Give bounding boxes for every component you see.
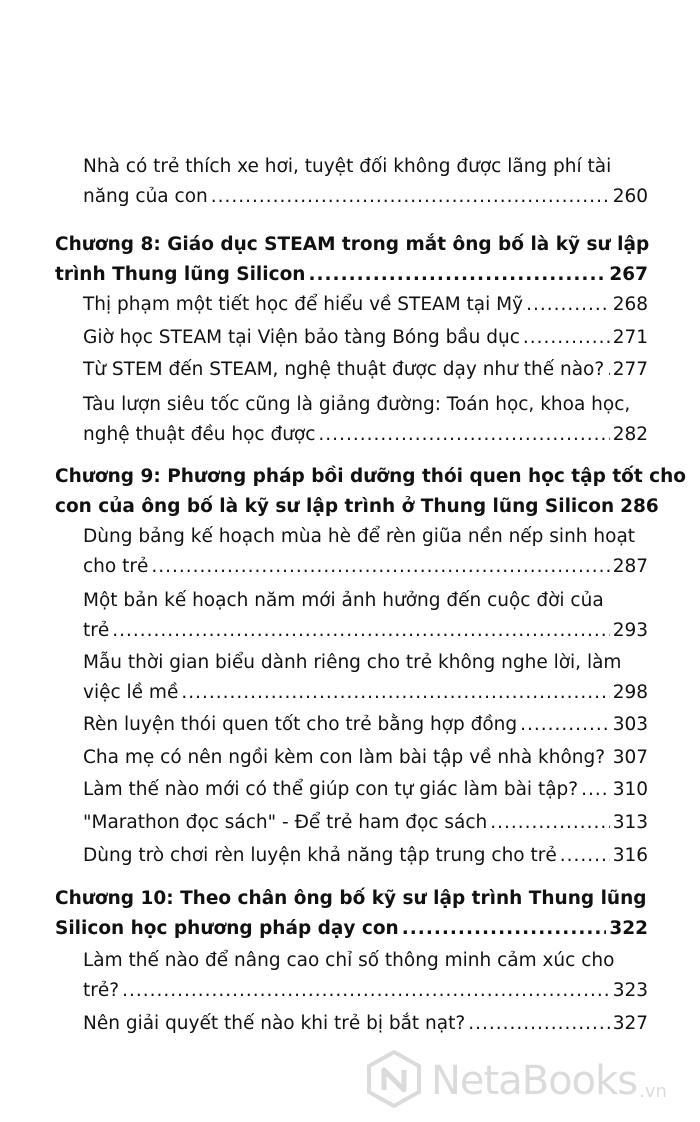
dot-leader — [468, 1009, 609, 1039]
toc-entry-text: việc lề mề — [83, 682, 179, 703]
chapter-title: Chương 9: Phương pháp bồi dưỡng thói quen học tập tốt cho — [55, 466, 687, 487]
dot-leader — [520, 710, 610, 740]
dot-leader — [490, 808, 609, 838]
page-number: 310 — [612, 779, 648, 800]
toc-entry-text: Làm thế nào để nâng cao chỉ số thông minh cảm xúc cho — [83, 950, 615, 971]
page-number: 267 — [609, 264, 648, 285]
dot-leader — [151, 552, 609, 582]
page-number: 303 — [612, 714, 648, 735]
page-number: 277 — [612, 359, 648, 380]
toc-entry-text: Rèn luyện thói quen tốt cho trẻ bằng hợp đồng — [83, 714, 518, 735]
dot-leader — [211, 182, 610, 212]
page-number: 307 — [612, 747, 648, 768]
toc-entry-text: trẻ — [83, 620, 110, 641]
page-number: 271 — [612, 327, 648, 348]
dot-leader — [581, 775, 610, 805]
chapter-title: con của ông bố là kỹ sư lập trình ở Thung lũng Silicon — [55, 496, 615, 517]
dot-leader — [122, 976, 610, 1006]
chapter-title: Chương 8: Giáo dục STEAM trong mắt ông bố là kỹ sư lập — [55, 234, 650, 255]
toc-entry-text: Dùng bảng kế hoạch mùa hè để rèn giũa nền nếp sinh hoạt — [83, 526, 636, 547]
page-number: 287 — [612, 556, 648, 577]
page-number: 282 — [612, 424, 648, 445]
toc-entry-text: năng của con — [83, 186, 208, 207]
page-number: 260 — [612, 186, 648, 207]
watermark — [365, 1050, 685, 1112]
toc-entry-text: Làm thế nào mới có thể giúp con tự giác làm bài tập? — [83, 779, 579, 800]
dot-leader — [181, 678, 609, 708]
toc-entry-text: Mẫu thời gian biểu dành riêng cho trẻ không nghe lời, làm — [83, 652, 622, 673]
chapter-title: trình Thung lũng Silicon — [55, 264, 306, 285]
chapter-title: Silicon học phương pháp dạy con — [55, 918, 399, 939]
dot-leader — [608, 743, 610, 773]
n-logo-icon — [365, 1050, 423, 1112]
page-number: 322 — [609, 918, 648, 939]
dot-leader — [308, 260, 606, 290]
page-number: 316 — [612, 845, 648, 866]
page-number: 293 — [612, 620, 648, 641]
toc-entry-text: Tàu lượn siêu tốc cũng là giảng đường: Toán học, khoa học, — [83, 394, 631, 415]
page-number: 323 — [612, 980, 648, 1001]
toc-entry-text: Dùng trò chơi rèn luyện khả năng tập trung cho trẻ — [83, 845, 557, 866]
toc-entry-text: Thị phạm một tiết học để hiểu về STEAM tại Mỹ — [83, 294, 524, 315]
dot-leader — [112, 616, 609, 646]
dot-leader — [607, 355, 609, 385]
toc-entry-text: Cha mẹ có nên ngồi kèm con làm bài tập về nhà không? — [83, 747, 606, 768]
dot-leader — [402, 914, 607, 944]
toc-entry-text: trẻ? — [83, 980, 120, 1001]
toc-entry-text: Nên giải quyết thế nào khi trẻ bị bắt nạt? — [83, 1013, 466, 1034]
toc-entry-text: "Marathon đọc sách" - Để trẻ ham đọc sách — [83, 812, 488, 833]
toc-entry-text: Một bản kế hoạch năm mới ảnh hưởng đến cuộc đời của — [83, 590, 604, 611]
dot-leader — [526, 290, 610, 320]
page-number: 268 — [612, 294, 648, 315]
page-number: 286 — [620, 496, 659, 517]
toc-entry-text: cho trẻ — [83, 556, 149, 577]
toc-entry-text: Từ STEM đến STEAM, nghệ thuật được dạy như thế nào? — [83, 359, 605, 380]
toc-entry-text: Nhà có trẻ thích xe hơi, tuyệt đối không được lãng phí tài — [83, 156, 612, 177]
dot-leader — [318, 420, 609, 450]
dot-leader — [560, 841, 610, 871]
watermark-suffix: .vn — [639, 1081, 667, 1102]
watermark-brand: NetaBooks — [431, 1058, 638, 1104]
toc-entry-text: Giờ học STEAM tại Viện bảo tàng Bóng bầu dục — [83, 327, 520, 348]
page-number: 298 — [612, 682, 648, 703]
page-number: 327 — [612, 1013, 648, 1034]
dot-leader — [523, 323, 610, 353]
chapter-title: Chương 10: Theo chân ông bố kỹ sư lập trình Thung lũng — [55, 888, 647, 909]
toc-entry-text: nghệ thuật đều học được — [83, 424, 316, 445]
page-number: 313 — [612, 812, 648, 833]
